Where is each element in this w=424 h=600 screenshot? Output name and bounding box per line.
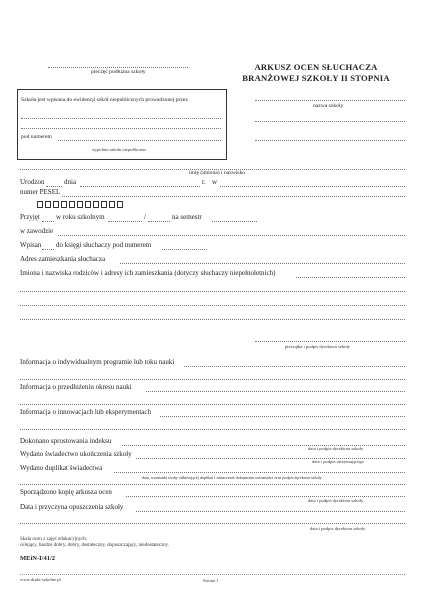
school-name-field-3[interactable] [255, 140, 405, 141]
registry-field-2[interactable] [21, 128, 221, 129]
school-name-caption: nazwa szkoły [313, 103, 344, 109]
address-field[interactable] [120, 263, 405, 264]
profession-label: w zawodzie [20, 227, 54, 235]
director-sign-caption: pieczątka i podpis dyrektora szkoły [285, 344, 351, 349]
copy-made-field[interactable] [126, 496, 405, 497]
school-name-field-2[interactable] [255, 121, 405, 122]
school-year-from-field[interactable] [108, 221, 142, 222]
certificate-issued-label: Wydano świadectwo ukończenia szkoły [20, 450, 132, 458]
birth-date-field[interactable] [80, 186, 200, 187]
scale-line1: Skala ocen z zajęć edukacyjnych: [20, 537, 88, 542]
school-name-field[interactable] [255, 100, 405, 101]
scale-line2: celujący, bardzo dobry, dobry, dostateczny, dopuszczający, niedostateczny. [20, 543, 170, 548]
form-title-line1: ARKUSZ OCEN SŁUCHACZA [254, 62, 378, 72]
director-signature-field[interactable] [255, 341, 405, 342]
day-label: dnia [64, 178, 77, 186]
leave-reason-label: Data i przyczyna opuszczenia szkoły [20, 503, 124, 511]
innovations-label: Informacja o innowacjach lub eksperymentach [20, 408, 152, 416]
register-label: Wpisan [20, 241, 42, 249]
stamp-caption: pieczęć podłużna szkoły [91, 69, 146, 75]
parents-field[interactable] [296, 277, 405, 278]
duplicate-issued-field[interactable] [114, 472, 405, 473]
duplicate-issued-label: Wydano duplikat świadectwa [20, 464, 103, 472]
parents-field-4[interactable] [20, 319, 405, 320]
copy-made-caption: data i podpis dyrektora szkoły [308, 498, 364, 503]
place-label: w [212, 178, 218, 186]
semester-label: na semestr [172, 213, 202, 221]
year-label: r. [202, 178, 206, 186]
registry-line1: Szkoła jest wpisana do ewidencji szkół niepublicznych prowadzonej przez [21, 97, 188, 103]
school-year-to-field[interactable] [148, 221, 170, 222]
leave-reason-field[interactable] [136, 511, 405, 512]
register-number-field[interactable] [162, 249, 207, 250]
website-link[interactable]: www.druki-szkolne.pl [20, 577, 61, 582]
copy-made-label: Sporządzono kopię arkusza ocen [20, 488, 112, 496]
individual-program-field[interactable] [184, 366, 405, 367]
form-title-line2: BRANŻOWEJ SZKOŁY II STOPNIA [242, 73, 390, 83]
extended-period-label: Informacja o przedłużeniu okresu nauki [20, 383, 132, 391]
parents-label: Imiona i nazwiska rodziców i adresy ich zamieszkania (dotyczy słuchaczy niepełnoletnich) [20, 269, 276, 277]
registry-number-label: pod numerem [21, 134, 52, 140]
extended-period-field[interactable] [146, 391, 405, 392]
certificate-issued-field[interactable] [136, 458, 405, 459]
pesel-label: numer PESEL [20, 188, 61, 196]
registry-number-field[interactable] [58, 140, 221, 141]
individual-program-label: Informacja o indywidualnym programie lub toku nauki [20, 358, 175, 366]
parents-field-2[interactable] [20, 291, 405, 292]
registry-field[interactable] [21, 118, 221, 119]
school-year-label: w roku szkolnym [56, 213, 105, 221]
born-label: Urodzon [20, 178, 45, 186]
page-number: Strona 1 [203, 578, 219, 583]
innovations-field[interactable] [160, 416, 405, 417]
form-code: MEiN-I/41/2 [20, 555, 56, 562]
parents-field-3[interactable] [20, 305, 405, 306]
student-name-caption: imię (imiona) i nazwisko [189, 170, 246, 176]
registry-caption: wypełnia szkoła niepubliczna [92, 147, 146, 152]
leave-reason-caption: data i podpis dyrektora szkoły [310, 526, 366, 531]
index-correction-label: Dokonano sprostowania indeksu [20, 437, 112, 445]
register-rest: do księgi słuchaczy pod numerem [56, 241, 152, 249]
duplicate-caption: data, wzmianki osoby odbierającej duplikat i oznaczenie dokumentu tożsamości oraz podpis dyrektora szkoły [142, 475, 322, 480]
index-correction-caption: data i podpis dyrektora szkoły [308, 446, 364, 451]
birth-place-field[interactable] [220, 186, 405, 187]
address-label: Adres zamieszkania słuchacza [20, 255, 106, 263]
semester-field[interactable] [212, 221, 257, 222]
admitted-label: Przyjęt [20, 213, 40, 221]
certificate-issued-caption: data i podpis otrzymującego [312, 459, 364, 464]
profession-field[interactable] [58, 235, 405, 236]
